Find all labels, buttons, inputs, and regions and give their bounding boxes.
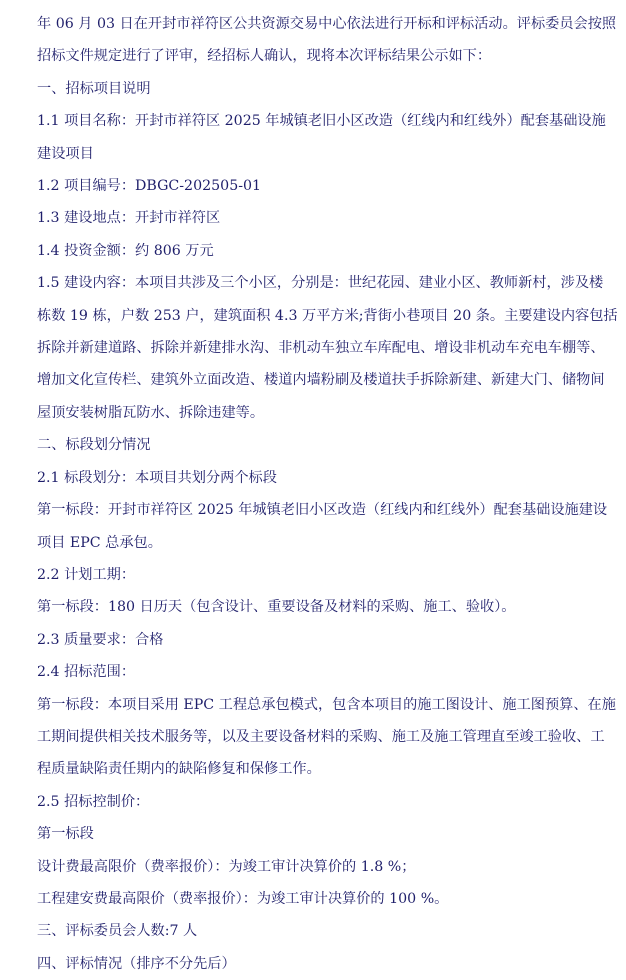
text-line: 2.4 招标范围：	[37, 664, 136, 681]
text-line: 1.1 项目名称：开封市祥符区 2025 年城镇老旧小区改造（红线内和红线外）配套基础设施	[37, 113, 606, 130]
text-line: 1.2 项目编号：DBGC-202505-01	[37, 178, 262, 195]
text-line: 第一标段：本项目采用 EPC 工程总承包模式，包含本项目的施工图设计、施工图预算、在施	[37, 696, 616, 713]
text-line: 第一标段	[37, 826, 94, 843]
text-line: 1.3 建设地点：开封市祥符区	[37, 210, 221, 227]
text-line: 1.5 建设内容：本项目共涉及三个小区，分别是：世纪花园、建业小区、教师新村，涉及楼	[37, 275, 604, 292]
text-line: 栋数 19 栋，户数 253 户，建筑面积 4.3 万平方米;背街小巷项目 20 条。主要建设内容包括	[37, 307, 618, 324]
text-line: 程质量缺陷责任期内的缺陷修复和保修工作。	[37, 761, 321, 778]
text-line: 第一标段：开封市祥符区 2025 年城镇老旧小区改造（红线内和红线外）配套基础设施建设	[37, 502, 608, 519]
text-line: 设计费最高限价（费率报价）：为竣工审计决算价的 1.8 %；	[37, 858, 416, 875]
text-line: 增加文化宣传栏、建筑外立面改造、楼道内墙粉刷及楼道扶手拆除新建、新建大门、储物间	[37, 372, 605, 389]
text-line: 项目 EPC 总承包。	[37, 534, 162, 551]
text-line: 屋顶安装树脂瓦防水、拆除违建等。	[37, 404, 265, 421]
section-heading: 三、评标委员会人数:7 人	[37, 923, 198, 940]
text-line: 2.5 招标控制价：	[37, 793, 150, 810]
section-heading: 一、招标项目说明	[37, 80, 151, 97]
text-line: 2.2 计划工期：	[37, 566, 136, 583]
text-line: 1.4 投资金额：约 806 万元	[37, 242, 214, 259]
text-line: 拆除并新建道路、拆除并新建排水沟、非机动车独立车库配电、增设非机动车充电车棚等、	[37, 340, 605, 357]
text-line: 第一标段：180 日历天（包含设计、重要设备及材料的采购、施工、验收）。	[37, 599, 516, 616]
text-line: 2.1 标段划分：本项目共划分两个标段	[37, 469, 277, 486]
text-line: 2.3 质量要求：合格	[37, 631, 164, 648]
section-heading: 二、标段划分情况	[37, 437, 151, 454]
text-line: 招标文件规定进行了评审，经招标人确认，现将本次评标结果公示如下：	[37, 48, 492, 65]
section-heading: 四、评标情况（排序不分先后）	[37, 955, 236, 972]
text-line: 工期间提供相关技术服务等，以及主要设备材料的采购、施工及施工管理直至竣工验收、工	[37, 728, 605, 745]
text-line: 建设项目	[37, 145, 94, 162]
text-line: 年 06 月 03 日在开封市祥符区公共资源交易中心依法进行开标和评标活动。评标委员会按照	[37, 16, 617, 32]
text-line: 工程建安费最高限价（费率报价）：为竣工审计决算价的 100 %。	[37, 890, 449, 907]
